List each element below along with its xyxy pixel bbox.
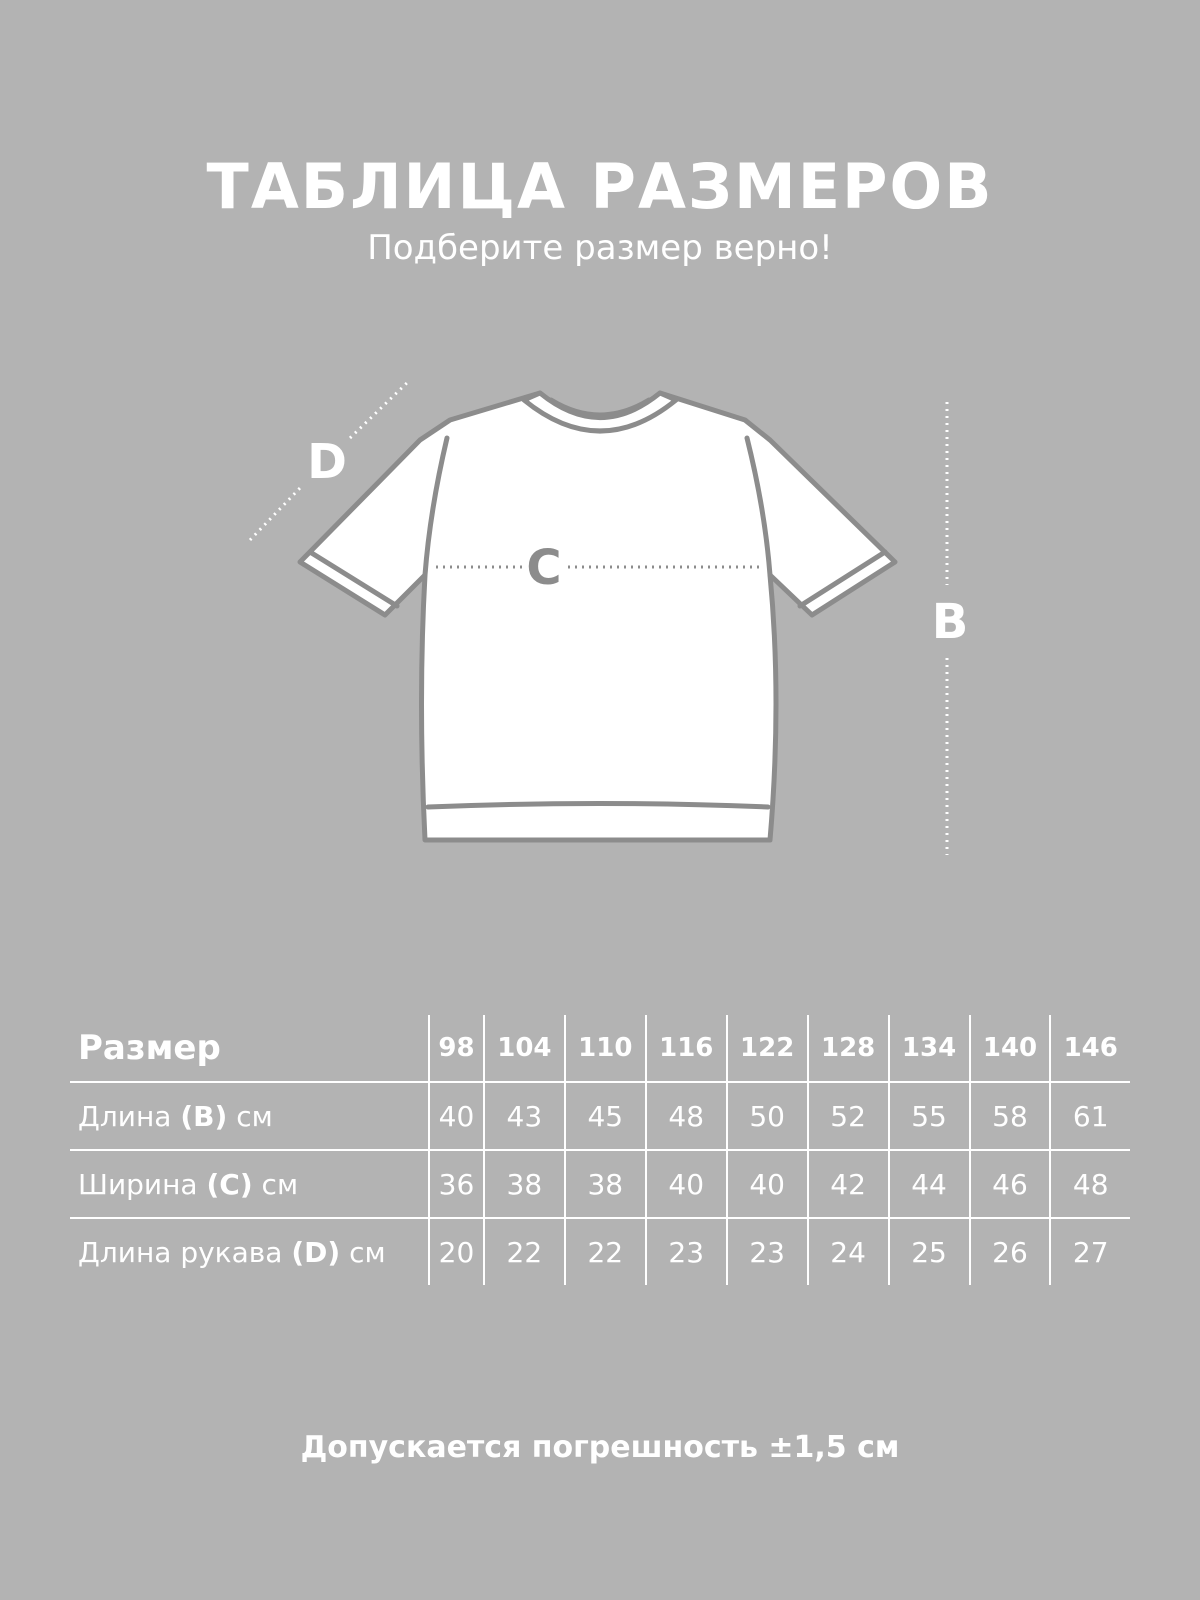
- row-label-text: Ширина: [78, 1167, 198, 1201]
- sleeve-length-indicator-top: [350, 380, 410, 438]
- table-cell: 38: [565, 1150, 646, 1218]
- table-cell: 45: [565, 1082, 646, 1150]
- table-cell: 20: [429, 1218, 484, 1285]
- table-cell: 27: [1050, 1218, 1130, 1285]
- row-label-key: (C): [206, 1167, 253, 1201]
- table-cell: 25: [889, 1218, 970, 1285]
- sleeve-length-indicator-bottom: [250, 488, 300, 540]
- size-header-cell: 128: [808, 1015, 889, 1082]
- size-header-cell: 98: [429, 1015, 484, 1082]
- table-cell: 58: [970, 1082, 1051, 1150]
- table-cell: 22: [484, 1218, 565, 1285]
- table-cell: 40: [646, 1150, 727, 1218]
- table-row-sleeve-length: [70, 1218, 1130, 1285]
- table-cell: 46: [970, 1150, 1051, 1218]
- table-row-length: [70, 1082, 1130, 1150]
- size-header-row: [70, 1015, 1130, 1082]
- row-label-unit: см: [261, 1167, 299, 1201]
- row-label-key: (B): [180, 1099, 228, 1133]
- table-cell: 50: [727, 1082, 808, 1150]
- table-cell: 24: [808, 1218, 889, 1285]
- size-header-cell: 140: [970, 1015, 1051, 1082]
- size-header-cell: 122: [727, 1015, 808, 1082]
- size-header-cell: 116: [646, 1015, 727, 1082]
- size-header-cell: 104: [484, 1015, 565, 1082]
- table-row-width: [70, 1150, 1130, 1218]
- tshirt-body: [300, 393, 895, 840]
- size-header-cell: 110: [565, 1015, 646, 1082]
- table-cell: 43: [484, 1082, 565, 1150]
- tshirt-diagram: [0, 360, 1200, 900]
- row-label-length: [70, 1082, 429, 1150]
- length-label-b: B: [931, 594, 969, 650]
- row-label-unit: см: [349, 1235, 386, 1269]
- size-header-label: Размер: [78, 1028, 221, 1068]
- table-cell: 23: [646, 1218, 727, 1285]
- table-cell: 40: [429, 1082, 484, 1150]
- table-cell: 38: [484, 1150, 565, 1218]
- table-cell: 52: [808, 1082, 889, 1150]
- page-subtitle: Подберите размер верно!: [367, 228, 833, 268]
- row-label-key: (D): [291, 1235, 341, 1269]
- table-cell: 40: [727, 1150, 808, 1218]
- table-cell: 22: [565, 1218, 646, 1285]
- page-title: ТАБЛИЦА РАЗМЕРОВ: [206, 150, 994, 223]
- size-header-cell: 134: [889, 1015, 970, 1082]
- table-cell: 23: [727, 1218, 808, 1285]
- table-cell: 26: [970, 1218, 1051, 1285]
- row-label-width: [70, 1150, 429, 1218]
- sleeve-label-d: D: [307, 434, 347, 490]
- row-label-text: Длина рукава: [78, 1235, 283, 1269]
- table-cell: 42: [808, 1150, 889, 1218]
- tshirt-illustration: [300, 393, 895, 840]
- size-header-cell: 146: [1050, 1015, 1130, 1082]
- tolerance-note: Допускается погрешность ±1,5 см: [300, 1430, 900, 1465]
- table-cell: 48: [1050, 1150, 1130, 1218]
- table-cell: 48: [646, 1082, 727, 1150]
- row-label-sleeve-length: [70, 1218, 429, 1285]
- table-cell: 55: [889, 1082, 970, 1150]
- table-cell: 44: [889, 1150, 970, 1218]
- row-label-text: Длина: [78, 1099, 172, 1133]
- table-cell: 61: [1050, 1082, 1130, 1150]
- width-label-c: C: [526, 540, 562, 596]
- table-cell: 36: [429, 1150, 484, 1218]
- row-label-unit: см: [236, 1099, 273, 1133]
- size-table: [70, 1015, 1130, 1285]
